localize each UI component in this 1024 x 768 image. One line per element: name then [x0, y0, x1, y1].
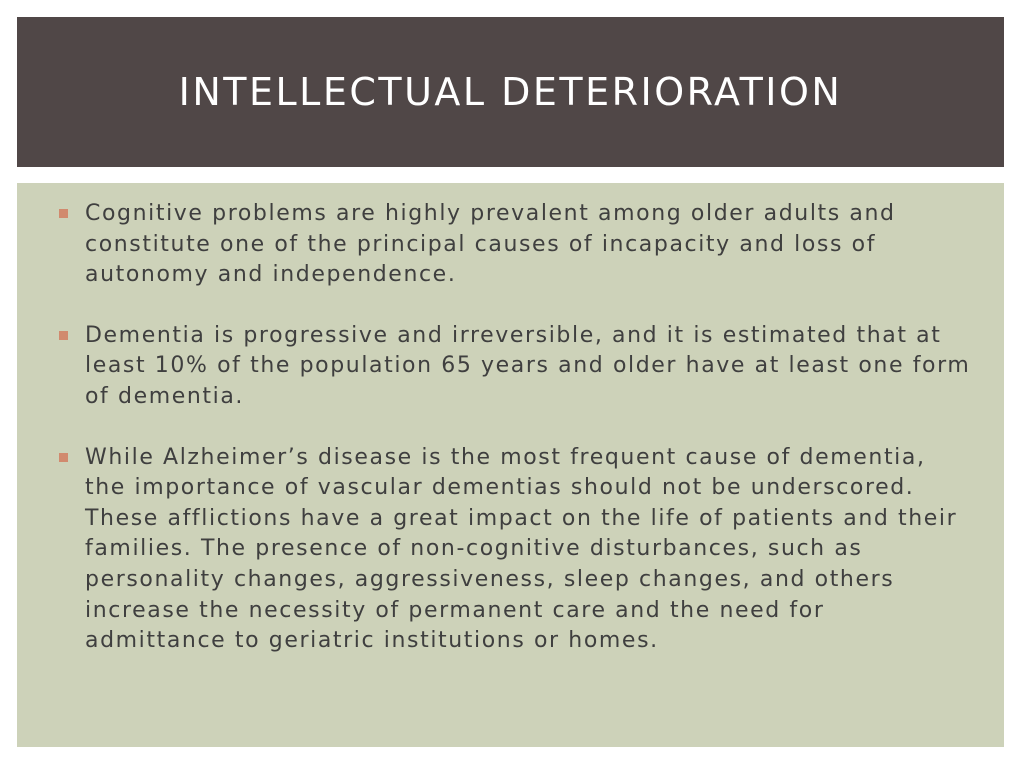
- bullet-text: Dementia is progressive and irreversible, and it is estimated that at least 10% of the population 65 years and older have at least one form of dementia.: [85, 322, 971, 409]
- square-bullet-icon: [59, 209, 68, 218]
- slide-header: [17, 17, 1004, 167]
- bullet-list: [59, 199, 974, 657]
- bullet-item-cognitive-problems: [59, 199, 974, 291]
- bullet-text: Cognitive problems are highly prevalent among older adults and constitute one of the principal causes of incapacity and loss of autonomy and independence.: [85, 201, 896, 288]
- slide-title: INTELLECTUAL DETERIORATION: [178, 70, 843, 114]
- slide-body: [17, 183, 1004, 747]
- square-bullet-icon: [59, 453, 68, 462]
- bullet-text: While Alzheimer’s disease is the most frequent cause of dementia, the importance of vascular dementias should not be underscored. These afflictions have a great impact on the life of patients and their families. The presence of non-cognitive disturbances, such as personality changes, aggressiveness, sleep changes, and others increase the necessity of permanent care and the need for admittance to geriatric institutions or homes.: [85, 444, 958, 654]
- square-bullet-icon: [59, 331, 68, 340]
- bullet-item-dementia: [59, 321, 974, 413]
- bullet-item-alzheimers: [59, 443, 974, 657]
